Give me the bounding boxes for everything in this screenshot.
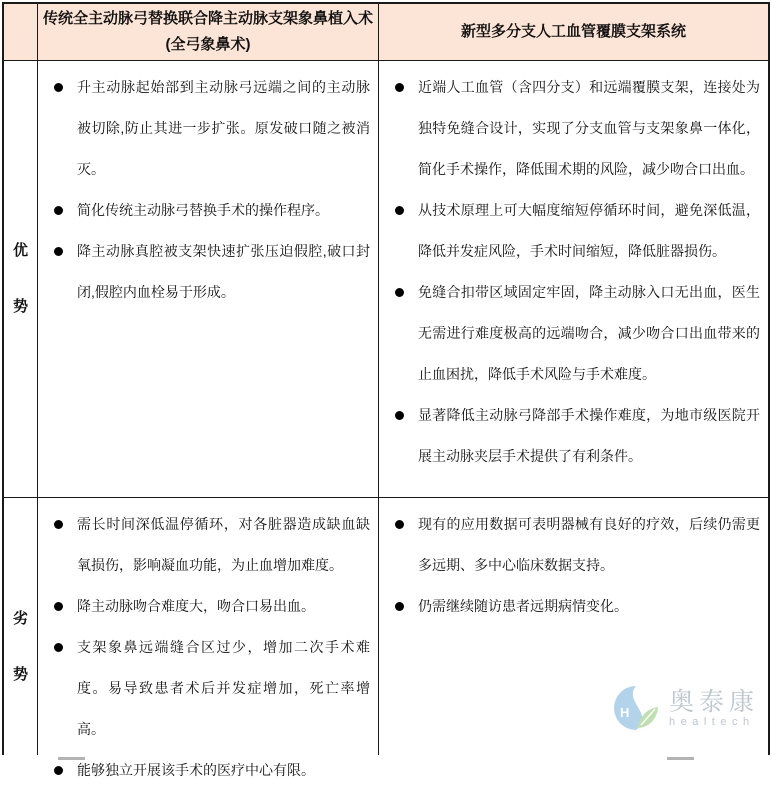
row-label-disadvantages-text: 劣势 [12,609,28,683]
list-item: 能够独立开展该手术的医疗中心有限。 [44,750,370,791]
gray-mark [58,757,85,760]
header-traditional-procedure [38,4,378,60]
list-item: 现有的应用数据可表明器械有良好的疗效，后续仍需更多远期、多中心临床数据支持。 [385,504,760,586]
healtech-watermark [612,684,759,732]
advantages-traditional-cell [38,61,378,497]
healtech-logo-icon [612,684,660,732]
comparison-table [2,2,770,778]
list-item: 从技术原理上可大幅度缩短停循环时间，避免深低温，降低并发症风险，手术时间缩短，降低脏器损伤。 [385,190,760,272]
list-item: 降主动脉吻合难度大，吻合口易出血。 [44,586,370,627]
disadvantages-novel-cell [379,498,768,795]
row-label-advantages [4,61,37,497]
row-label-advantages-text: 优势 [12,242,28,315]
header-traditional-line1: 传统全主动脉弓替换联合降主动脉支架象鼻植入术 [42,10,373,27]
header-novel-system [379,4,768,60]
list-item: 简化传统主动脉弓替换手术的操作程序。 [44,190,370,231]
list-item: 显著降低主动脉弓降部手术操作难度，为地市级医院开展主动脉夹层手术提供了有利条件。 [385,395,760,477]
advantages-traditional-list [44,67,370,313]
svg-text:H: H [620,705,630,720]
list-item: 免缝合扣带区域固定牢固，降主动脉入口无出血，医生无需进行难度极高的远端吻合，减少吻合口出血带来的止血困扰，降低手术风险与手术难度。 [385,272,760,395]
advantages-novel-list [385,67,760,477]
disadvantages-novel-list [385,504,760,627]
brand-subtext: healtech [669,715,755,728]
disadvantages-traditional-list [44,504,370,791]
brand-name: 奥泰康 [669,687,760,716]
disadvantages-traditional-cell [38,498,378,795]
gray-mark [667,757,694,760]
header-traditional-line2: (全弓象鼻术) [165,36,251,53]
list-item: 需长时间深低温停循环，对各脏器造成缺血缺氧损伤，影响凝血功能，为止血增加难度。 [44,504,370,586]
list-item: 升主动脉起始部到主动脉弓远端之间的主动脉被切除,防止其进一步扩张。原发破口随之被消灭。 [44,67,370,190]
header-novel-title: 新型多分支人工血管覆膜支架系统 [460,23,686,40]
list-item: 仍需继续随访患者远期病情变化。 [385,586,760,627]
list-item: 支架象鼻远端缝合区过少，增加二次手术难度。易导致患者术后并发症增加，死亡率增高。 [44,627,370,750]
list-item: 近端人工血管（含四分支）和远端覆膜支架，连接处为独特免缝合设计，实现了分支血管与支架象鼻一体化，简化手术操作，降低围术期的风险，减少吻合口出血。 [385,67,760,190]
list-item: 降主动脉真腔被支架快速扩张压迫假腔,破口封闭,假腔内血栓易于形成。 [44,231,370,313]
header-corner-cell [4,4,37,60]
advantages-novel-cell [379,61,768,497]
svg-text:C: C [634,691,642,702]
row-label-disadvantages [4,498,37,795]
healtech-wordmark [669,688,759,729]
